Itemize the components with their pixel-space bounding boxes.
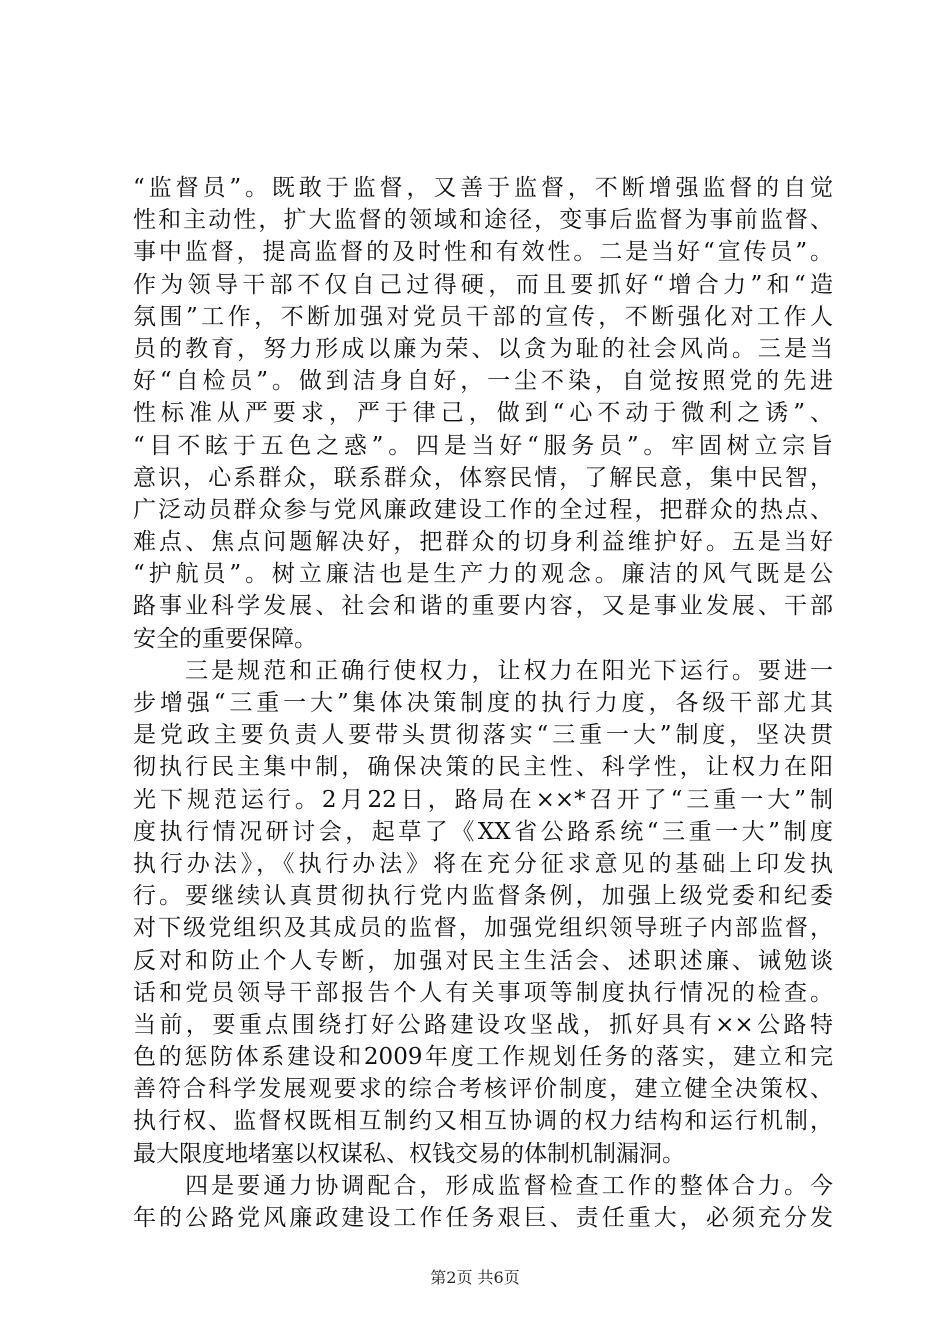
text-line: “护航员”。树立廉洁也是生产力的观念。廉洁的风气既是公 xyxy=(133,561,833,588)
page-footer: 第2页 共6页 xyxy=(430,1268,520,1287)
text-line: 四是要通力协调配合，形成监督检查工作的整体合力。今 xyxy=(133,1172,833,1199)
text-line: 意识，心系群众，联系群众，体察民情，了解民意，集中民智， xyxy=(133,464,833,491)
text-line: 氛围”工作，不断加强对党员干部的宣传，不断强化对工作人 xyxy=(133,303,833,330)
text-line: 当前，要重点围绕打好公路建设攻坚战，抓好具有××公路特 xyxy=(133,1011,833,1038)
text-line: 广泛动员群众参与党风廉政建设工作的全过程，把群众的热点、 xyxy=(133,496,833,523)
text-line: 性和主动性，扩大监督的领域和途径，变事后监督为事前监督、 xyxy=(133,207,833,234)
text-line: 是党政主要负责人要带头贯彻落实“三重一大”制度，坚决贯 xyxy=(133,722,833,749)
text-line: 彻执行民主集中制，确保决策的民主性、科学性，让权力在阳 xyxy=(133,754,833,781)
text-line: 执行办法》，《执行办法》将在充分征求意见的基础上印发执 xyxy=(133,850,833,877)
text-line: 好“自检员”。做到洁身自好，一尘不染，自觉按照党的先进 xyxy=(133,368,833,395)
text-line: 反对和防止个人专断，加强对民主生活会、述职述廉、诫勉谈 xyxy=(133,947,833,974)
text-line: 三是规范和正确行使权力，让权力在阳光下运行。要进一 xyxy=(133,657,833,684)
text-line: 话和党员领导干部报告个人有关事项等制度执行情况的检查。 xyxy=(133,979,833,1006)
text-line: 色的惩防体系建设和2009年度工作规划任务的落实，建立和完 xyxy=(133,1044,833,1071)
text-line: 性标准从严要求，严于律己，做到“心不动于微利之诱”、 xyxy=(133,400,833,427)
text-line: 执行权、监督权既相互制约又相互协调的权力结构和运行机制， xyxy=(133,1108,833,1135)
text-line: 员的教育，努力形成以廉为荣、以贪为耻的社会风尚。三是当 xyxy=(133,335,833,362)
text-line: 步增强“三重一大”集体决策制度的执行力度，各级干部尤其 xyxy=(133,690,833,716)
document-body xyxy=(133,172,833,1234)
text-line: 安全的重要保障。 xyxy=(133,625,317,652)
text-line: 最大限度地堵塞以权谋私、权钱交易的体制机制漏洞。 xyxy=(133,1140,685,1167)
text-line: 光下规范运行。2月22日，路局在××*召开了“三重一大”制 xyxy=(133,786,833,813)
text-line: 对下级党组织及其成员的监督，加强党组织领导班子内部监督， xyxy=(133,915,833,942)
text-line: 善符合科学发展观要求的综合考核评价制度，建立健全决策权、 xyxy=(133,1076,833,1103)
text-line: 事中监督，提高监督的及时性和有效性。二是当好“宣传员”。 xyxy=(133,239,833,266)
text-line: 度执行情况研讨会，起草了《XX省公路系统“三重一大”制度 xyxy=(133,818,833,845)
text-line: “目不眩于五色之惑”。四是当好“服务员”。牢固树立宗旨 xyxy=(133,432,833,459)
text-line: 行。要继续认真贯彻执行党内监督条例，加强上级党委和纪委 xyxy=(133,883,833,910)
text-line: 难点、焦点问题解决好，把群众的切身利益维护好。五是当好 xyxy=(133,529,833,556)
text-line: 路事业科学发展、社会和谐的重要内容，又是事业发展、干部 xyxy=(133,593,833,620)
text-line: “监督员”。既敢于监督，又善于监督，不断增强监督的自觉 xyxy=(133,175,833,201)
text-line: 作为领导干部不仅自己过得硬，而且要抓好“增合力”和“造 xyxy=(133,271,833,298)
text-line: 年的公路党风廉政建设工作任务艰巨、责任重大，必须充分发 xyxy=(133,1205,833,1231)
